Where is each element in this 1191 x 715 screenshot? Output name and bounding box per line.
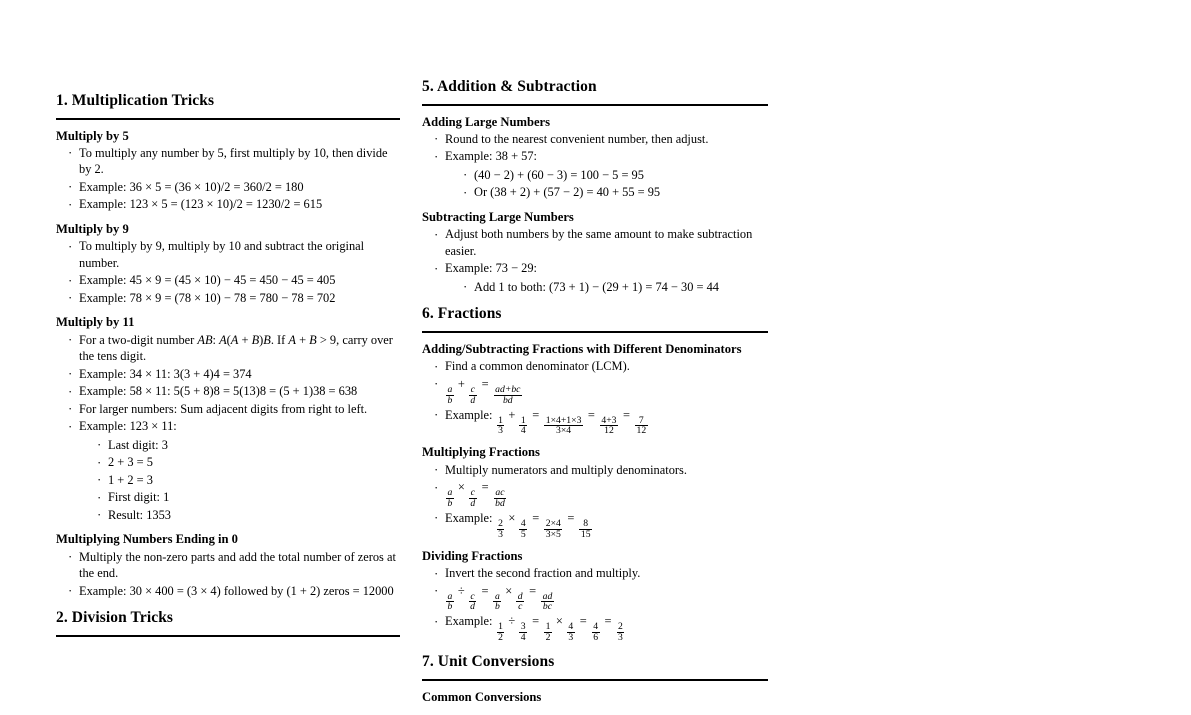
list-item [68, 238, 400, 271]
list-item [434, 583, 768, 613]
list-item-text: Example: $\frac{1}{2}$ ÷ $\frac{3}{4}$ = $\frac{1}{2}$ × $\frac{4}{3}$ = $\frac{4}{6}$ = $\frac{2}{3}$ [445, 614, 623, 644]
list-item-text: Adjust both numbers by the same amount to make subtraction easier. [445, 227, 753, 258]
right-column [422, 78, 768, 715]
bullet-list [56, 332, 400, 524]
list-item-text: Result: 1353 [108, 507, 171, 522]
sub-list-item [463, 279, 768, 296]
list-item-text: 1 + 2 = 3 [108, 472, 153, 487]
list-item [68, 583, 400, 600]
list-item-text: To multiply by 9, multiply by 10 and subtract the original number. [79, 239, 365, 270]
block-heading: Multiply by 11 [56, 315, 135, 330]
block-adding-subtracting-fractions [422, 342, 768, 436]
list-item [68, 418, 400, 523]
section-addition-subtraction [422, 78, 768, 295]
section-division-tricks [56, 609, 400, 637]
list-item [434, 510, 768, 540]
block-common-conversions [422, 690, 768, 705]
list-item-text: Example: 58 × 11: 5(5 + 8)8 = 5(13)8 = (5 + 1)38 = 638 [79, 384, 358, 399]
left-column [56, 92, 400, 647]
section-divider [422, 331, 768, 333]
sub-bullet-list [445, 167, 768, 201]
list-item-text: 2 + 3 = 5 [108, 455, 153, 470]
list-item-text: Last digit: 3 [108, 437, 168, 452]
section-fractions [422, 305, 768, 643]
list-item [68, 290, 400, 307]
sub-list-item [463, 167, 768, 184]
section-title: 2. Division Tricks [56, 609, 174, 627]
block-multiplying-numbers-ending-in-0 [56, 532, 400, 599]
section-divider [56, 118, 400, 120]
list-item-text: Example: 34 × 11: 3(3 + 4)4 = 374 [79, 366, 252, 381]
bullet-list [422, 358, 768, 436]
list-item-text: · $\frac{a}{b}$ + $\frac{c}{d}$ = $\frac{ad+bc}{bd}$ [447, 376, 521, 406]
list-item-text: To multiply any number by 5, first multiply by 10, then divide by 2. [79, 145, 388, 177]
list-item-text: Multiply the non-zero parts and add the total number of zeros at the end. [79, 549, 396, 581]
list-item [434, 376, 768, 406]
list-item-text: Example: 123 × 11: [79, 419, 177, 434]
section-title: 6. Fractions [422, 305, 502, 323]
sub-list-item [97, 437, 400, 454]
block-heading: Subtracting Large Numbers [422, 209, 574, 224]
list-item-text: Or (38 + 2) + (57 − 2) = 40 + 55 = 95 [474, 185, 661, 200]
block-heading: Dividing Fractions [422, 548, 523, 563]
list-item-text: Example: 38 + 57: [445, 149, 537, 164]
block-multiplying-fractions [422, 445, 768, 539]
list-item [434, 358, 768, 375]
list-item [434, 479, 768, 509]
sub-list-item [463, 184, 768, 201]
block-heading: Multiply by 5 [56, 128, 129, 143]
section-title: 7. Unit Conversions [422, 653, 555, 671]
section-title: 5. Addition & Subtraction [422, 78, 597, 95]
list-item [68, 332, 400, 365]
list-item [434, 226, 768, 259]
list-item [68, 272, 400, 289]
sub-list-item [97, 489, 400, 506]
block-heading: Multiplying Fractions [422, 445, 540, 460]
sub-list-item [97, 507, 400, 524]
section-unit-conversions [422, 653, 768, 705]
bullet-list [56, 145, 400, 213]
list-item-text: First digit: 1 [108, 490, 170, 505]
block-heading: Multiply by 9 [56, 221, 129, 236]
block-multiply-by-5 [56, 129, 400, 213]
bullet-list [422, 565, 768, 643]
bullet-list [422, 131, 768, 201]
list-item [434, 613, 768, 643]
sub-list-item [97, 454, 400, 471]
bullet-list [56, 549, 400, 600]
list-item-text: Example: 36 × 5 = (36 × 10)/2 = 360/2 = 180 [79, 179, 304, 194]
sub-list-item [97, 472, 400, 489]
list-item-text: Example: 78 × 9 = (78 × 10) − 78 = 780 − 78 = 702 [79, 290, 336, 305]
list-item [68, 366, 400, 383]
bullet-list [422, 226, 768, 295]
block-heading: Adding Large Numbers [422, 114, 551, 129]
sub-bullet-list [79, 437, 400, 524]
list-item-text: Invert the second fraction and multiply. [445, 566, 641, 581]
block-dividing-fractions [422, 549, 768, 643]
section-title: 1. Multiplication Tricks [56, 92, 215, 109]
list-item [68, 401, 400, 418]
bullet-list [56, 238, 400, 306]
block-subtracting-large-numbers [422, 210, 768, 295]
list-item-text: Find a common denominator (LCM). [445, 359, 630, 374]
section-divider [422, 679, 768, 681]
list-item [68, 383, 400, 400]
block-multiply-by-11 [56, 315, 400, 523]
list-item-text: Example: 45 × 9 = (45 × 10) − 45 = 450 − 45 = 405 [79, 273, 336, 288]
list-item-text: Example: 30 × 400 = (3 × 4) followed by (1 + 2) zeros = 12000 [79, 583, 394, 598]
list-item-text: Example: $\frac{2}{3}$ × $\frac{4}{5}$ = $\frac{2\times 4}{3\times 5}$ = $\frac{8}{15}$ [445, 510, 591, 540]
list-item-text: · $\frac{a}{b}$ ÷ $\frac{c}{d}$ = $\frac{a}{b}$ × $\frac{d}{c}$ = $\frac{ad}{bc}$ [447, 583, 553, 613]
list-item [434, 462, 768, 479]
list-item [68, 196, 400, 213]
block-adding-large-numbers [422, 115, 768, 201]
list-item-text: For larger numbers: Sum adjacent digits from right to left. [79, 401, 368, 416]
list-item-text: · $\frac{a}{b}$ × $\frac{c}{d}$ = $\frac{ac}{bd}$ [447, 480, 505, 510]
sub-bullet-list [445, 279, 768, 296]
list-item [68, 145, 400, 178]
list-item-text: Multiply numerators and multiply denominators. [445, 462, 687, 477]
section-divider [56, 635, 400, 637]
list-item-text: (40 − 2) + (60 − 3) = 100 − 5 = 95 [474, 167, 644, 182]
block-heading: Adding/Subtracting Fractions with Different Denominators [422, 341, 742, 356]
block-multiply-by-9 [56, 222, 400, 306]
list-item [68, 179, 400, 196]
bullet-list [422, 462, 768, 540]
list-item [68, 549, 400, 582]
list-item-text: Example: $\frac{1}{3}$ + $\frac{1}{4}$ = $\frac{1\times 4+1\times 3}{3\times 4}$ = $\frac{4+3}{12}$ = $\frac{7}{12}$ [445, 407, 647, 437]
section-multiplication-tricks [56, 92, 400, 599]
list-item [434, 260, 768, 295]
list-item [434, 148, 768, 201]
list-item-text: Example: 123 × 5 = (123 × 10)/2 = 1230/2 = 615 [79, 197, 323, 212]
list-item-text: Round to the nearest convenient number, then adjust. [445, 131, 709, 146]
list-item [434, 565, 768, 582]
list-item [434, 131, 768, 148]
list-item-text: Add 1 to both: (73 + 1) − (29 + 1) = 74 − 30 = 44 [474, 279, 719, 294]
list-item-text: For a two-digit number AB: A(A + B)B. If A + B > 9, carry over the tens digit. [79, 332, 393, 364]
block-heading: Multiplying Numbers Ending in 0 [56, 532, 238, 547]
section-divider [422, 104, 768, 106]
list-item-text: Example: 73 − 29: [445, 261, 537, 276]
block-heading: Common Conversions [422, 689, 542, 704]
list-item [434, 407, 768, 437]
